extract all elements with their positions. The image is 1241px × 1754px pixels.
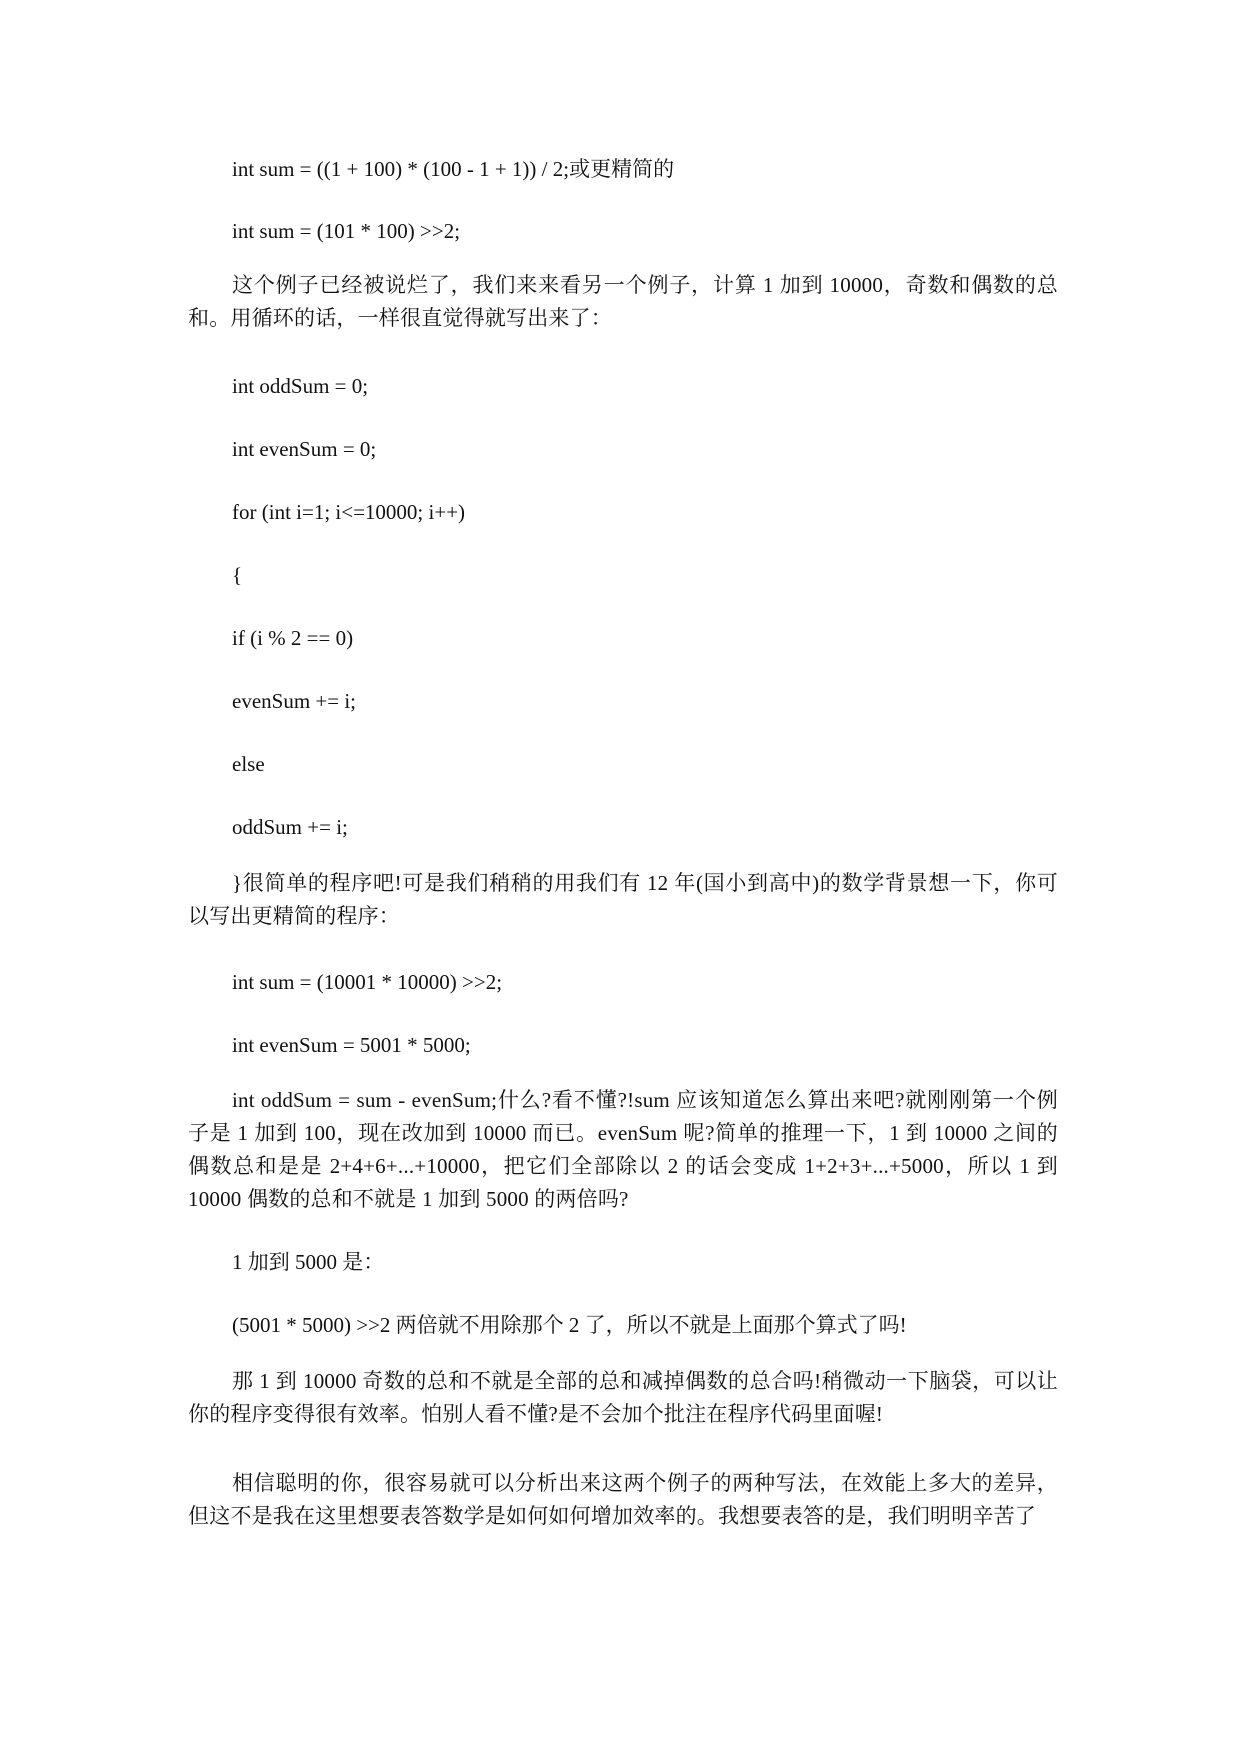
paragraph-odd-sum: 那 1 到 10000 奇数的总和不就是全部的总和减掉偶数的总合吗!稍微动一下脑袋，可以让你的程序变得很有效率。怕别人看不懂?是不会加个批注在程序代码里面喔! [188, 1369, 1058, 1426]
code-line-even-add: evenSum += i; [232, 689, 357, 713]
code-line-even-init: int evenSum = 0; [232, 437, 377, 461]
code-line-sum-10000: int sum = (10001 * 10000) >>2; [232, 970, 503, 994]
code-line-if: if (i % 2 == 0) [232, 626, 354, 650]
code-line-sum-formula: int sum = ((1 + 100) * (100 - 1 + 1)) / 2;或更精简的 [232, 157, 675, 181]
paragraph-simple-program: }很简单的程序吧!可是我们稍稍的用我们有 12 年(国小到高中)的数学背景想一下，你可以写出更精简的程序： [188, 871, 1058, 928]
code-line-else: else [232, 752, 265, 776]
code-line-odd-init: int oddSum = 0; [232, 374, 369, 398]
paragraph-explanation: int oddSum = sum - evenSum;什么?看不懂?!sum 应该知道怎么算出来吧?就刚刚第一个例子是 1 加到 100，现在改加到 10000 而已。evenSum 呢?简单的推理一下，1 到 10000 之间的偶数总和是是 2+4+6+...+10000，把它们全部除以 2 的话会变成 1+2+3+...+5000，所以 1 到 10000 偶数的总和不就是 1 加到 5000 的两倍吗? [188, 1088, 1058, 1211]
text-line-1-to-5000: 1 加到 5000 是： [232, 1250, 385, 1274]
code-line-for-loop: for (int i=1; i<=10000; i++) [232, 500, 466, 524]
code-line-sum-shift: int sum = (101 * 100) >>2; [232, 219, 461, 243]
paragraph-conclusion: 相信聪明的你，很容易就可以分析出来这两个例子的两种写法，在效能上多大的差异，但这不是我在这里想要表答数学是如何如何增加效率的。我想要表答的是，我们明明辛苦了 [188, 1471, 1058, 1528]
code-line-open-brace: { [232, 563, 243, 587]
code-line-odd-add: oddSum += i; [232, 815, 348, 839]
paragraph-intro-example: 这个例子已经被说烂了，我们来来看另一个例子，计算 1 加到 10000，奇数和偶数的总和。用循环的话，一样很直觉得就写出来了： [188, 273, 1058, 330]
code-line-even-sum-5000: int evenSum = 5001 * 5000; [232, 1033, 471, 1057]
text-line-double: (5001 * 5000) >>2 两倍就不用除那个 2 了，所以不就是上面那个算式了吗! [232, 1313, 907, 1337]
